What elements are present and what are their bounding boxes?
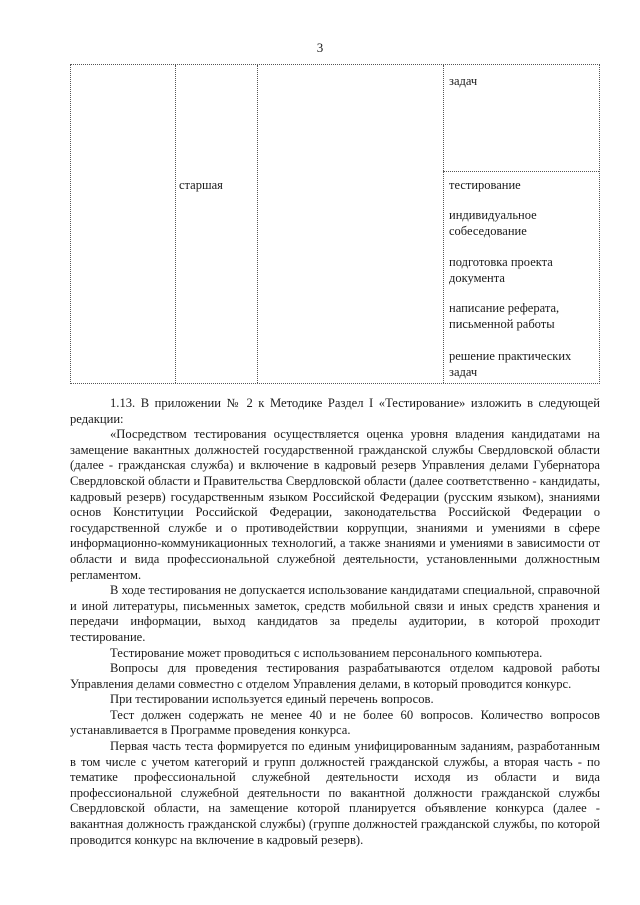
table-column-divider	[257, 65, 258, 383]
paragraph: Тестирование может проводиться с использованием персонального компьютера.	[110, 645, 543, 660]
table-row-divider	[443, 171, 599, 172]
table-cell-method: подготовка проекта документа	[449, 255, 553, 285]
table-cell-method: тестирование	[449, 178, 521, 192]
table-cell-method: индивидуальное собеседование	[449, 208, 537, 238]
table-column-divider	[443, 65, 444, 383]
table-column-divider	[175, 65, 176, 383]
table-cell-method: решение практических задач	[449, 349, 572, 379]
paragraph: Первая часть теста формируется по единым унифицированным заданиям, разработанным в том числе с учетом категорий и групп должностей гражданской службы, а вторая часть - по тематике профессиональной служебной деятельности исходя из области и вида профессиональной служебной деятельности по вакантной должности гражданской службы Свердловской области, на замещение которой планируется объявление конкурса (далее - вакантная должность гражданской службы) (группе должностей гражданской службы, по которой проводится конкурс на включение в кадровый резерв).	[70, 739, 600, 847]
category-table	[70, 64, 600, 384]
body-text	[70, 396, 600, 848]
paragraph: При тестировании используется единый перечень вопросов.	[110, 692, 434, 707]
paragraph: В ходе тестирования не допускается использование кандидатами специальной, справочной и иной литературы, письменных заметок, средств мобильной связи и иных средств хранения и передачи информации, выход кандидатов за пределы аудитории, в которой проходит тестирование.	[70, 583, 600, 644]
paragraph: Вопросы для проведения тестирования разрабатываются отделом кадровой работы Управления делами совместно с отделом Управления делами, в который проводится конкурс.	[70, 661, 600, 691]
table-cell-task: задач	[449, 74, 478, 88]
paragraph: Тест должен содержать не менее 40 и не более 60 вопросов. Количество вопросов устанавливается в Программе проведения конкурса.	[70, 707, 600, 738]
table-cell-category: старшая	[179, 178, 223, 192]
page-number: 3	[316, 40, 324, 55]
paragraph: 1.13. В приложении № 2 к Методике Раздел I «Тестирование» изложить в следующей редакции:	[70, 396, 600, 426]
table-cell-method: написание реферата, письменной работы	[449, 301, 560, 331]
paragraph: «Посредством тестирования осуществляется оценка уровня владения кандидатами на замещение вакантных должностей государственной гражданской службы Свердловской области (далее - гражданская служба) и включение в кадровый резерв Управления делами Губернатора Свердловской области и Правительства Свердловской области (далее соответственно - кандидаты, кадровый резерв) государственным языком Российской Федерации (русским языком), знаниями основ Конституции Российской Федерации, законодательства Российской Федерации о государственной службе и о противодействии коррупции, знаниями и умениями в сфере информационно-коммуникационных технологий, а также знаниями и умениями в зависимости от области и вида профессиональной служебной деятельности, установленными должностным регламентом.	[70, 427, 600, 582]
